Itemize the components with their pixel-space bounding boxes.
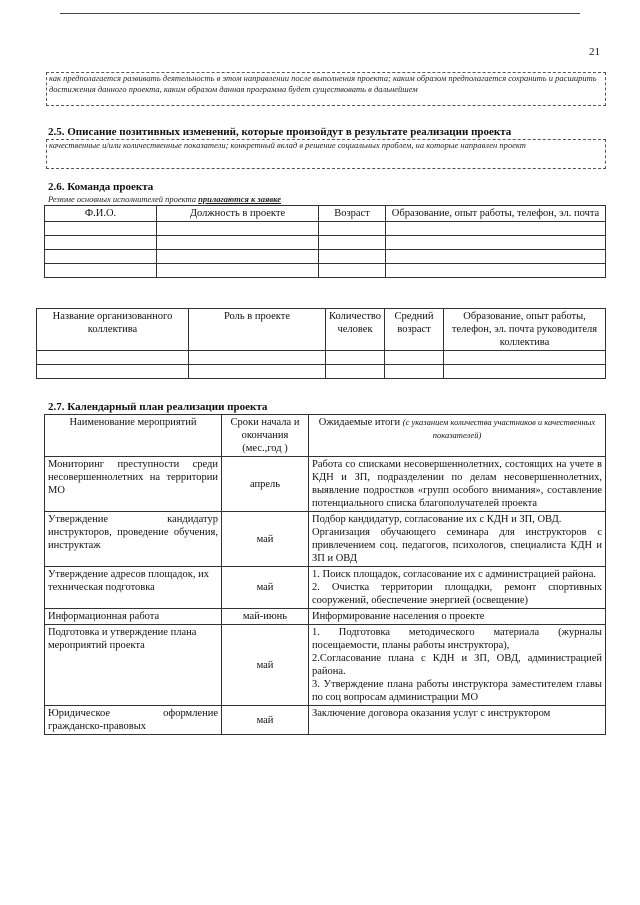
table-row [45,222,606,236]
top-note: как предполагается развивать деятельность в этом направлении после выполнения проекта; каким образом предполагается сохранить и расширить достижения данного проекта, каким образом данная программа будет существовать в дальнейшем [46,72,606,106]
collective-table [36,308,606,379]
collective-header-age: Средний возраст [385,309,444,351]
team-table [44,205,606,278]
table-row [37,351,606,365]
team-header-role: Должность в проекте [157,206,319,222]
plan-header-event: Наименование мероприятий [45,415,222,457]
table-row [45,264,606,278]
page-number: 21 [589,46,600,58]
calendar-plan-table [44,414,606,735]
section-2-5-note: качественные и/или количественные показатели; конкретный вклад в решение социальных проблем, на которые направлен проект [46,139,606,169]
team-header-education: Образование, опыт работы, телефон, эл. почта [386,206,606,222]
collective-header-education: Образование, опыт работы, телефон, эл. почта руководителя коллектива [444,309,606,351]
table-row [45,250,606,264]
plan-header-dates: Сроки начала и окончания (мес.,год ) [222,415,309,457]
table-row: Утверждение адресов площадок, их техническая подготовка май 1. Поиск площадок, согласование их с администрацией района. 2. Очистка территории площадки, ремонт спортивных сооружений, обеспечение энергией (освещение) [45,567,606,609]
table-row: Информационная работа май-июнь Информирование населения о проекте [45,609,606,625]
table-row [37,365,606,379]
table-row: Подготовка и утверждение плана мероприятий проекта май 1. Подготовка методического материала (журналы посещаемости, планы работы инструктора), 2.Согласование плана с КДН и ЗП, ОВД, администрацией района. 3. Утверждение плана работы инструктора заместителем главы по соц вопросам администрации МО [45,625,606,706]
section-2-6-subtitle: Резюме основных исполнителей проекта прилагаются к заявке [48,194,281,204]
collective-header-name: Название организованного коллектива [37,309,189,351]
table-row [45,236,606,250]
page-top-rule [60,13,580,14]
table-row: Юридическое оформление гражданско-правовых май Заключение договора оказания услуг с инструктором [45,706,606,735]
collective-header-count: Количество человек [326,309,385,351]
collective-header-role: Роль в проекте [189,309,326,351]
plan-header-results: Ожидаемые итоги (с указанием количества участников и качественных показателей) [309,415,606,457]
table-row: Мониторинг преступности среди несовершеннолетних на территории МО апрель Работа со списками несовершеннолетних, состоящих на учете в КДН и ЗП, подразделении по делам несовершеннолетних, выявление подростков «групп особого внимания», составление потенциального списка благополучателей проекта [45,457,606,512]
table-row: Утверждение кандидатур инструкторов, проведение обучения, инструктаж май Подбор кандидатур, согласование их с КДН и ЗП, ОВД. Организация обучающего семинара для инструкторов с привлечением соц. педагогов, психологов, специалиста КДН и ЗП и ОВД [45,512,606,567]
section-2-7-title: 2.7. Календарный план реализации проекта [48,401,268,413]
section-2-5-title: 2.5. Описание позитивных изменений, которые произойдут в результате реализации проекта [48,126,512,138]
team-header-age: Возраст [319,206,386,222]
section-2-6-title: 2.6. Команда проекта [48,181,154,193]
team-header-name: Ф.И.О. [45,206,157,222]
